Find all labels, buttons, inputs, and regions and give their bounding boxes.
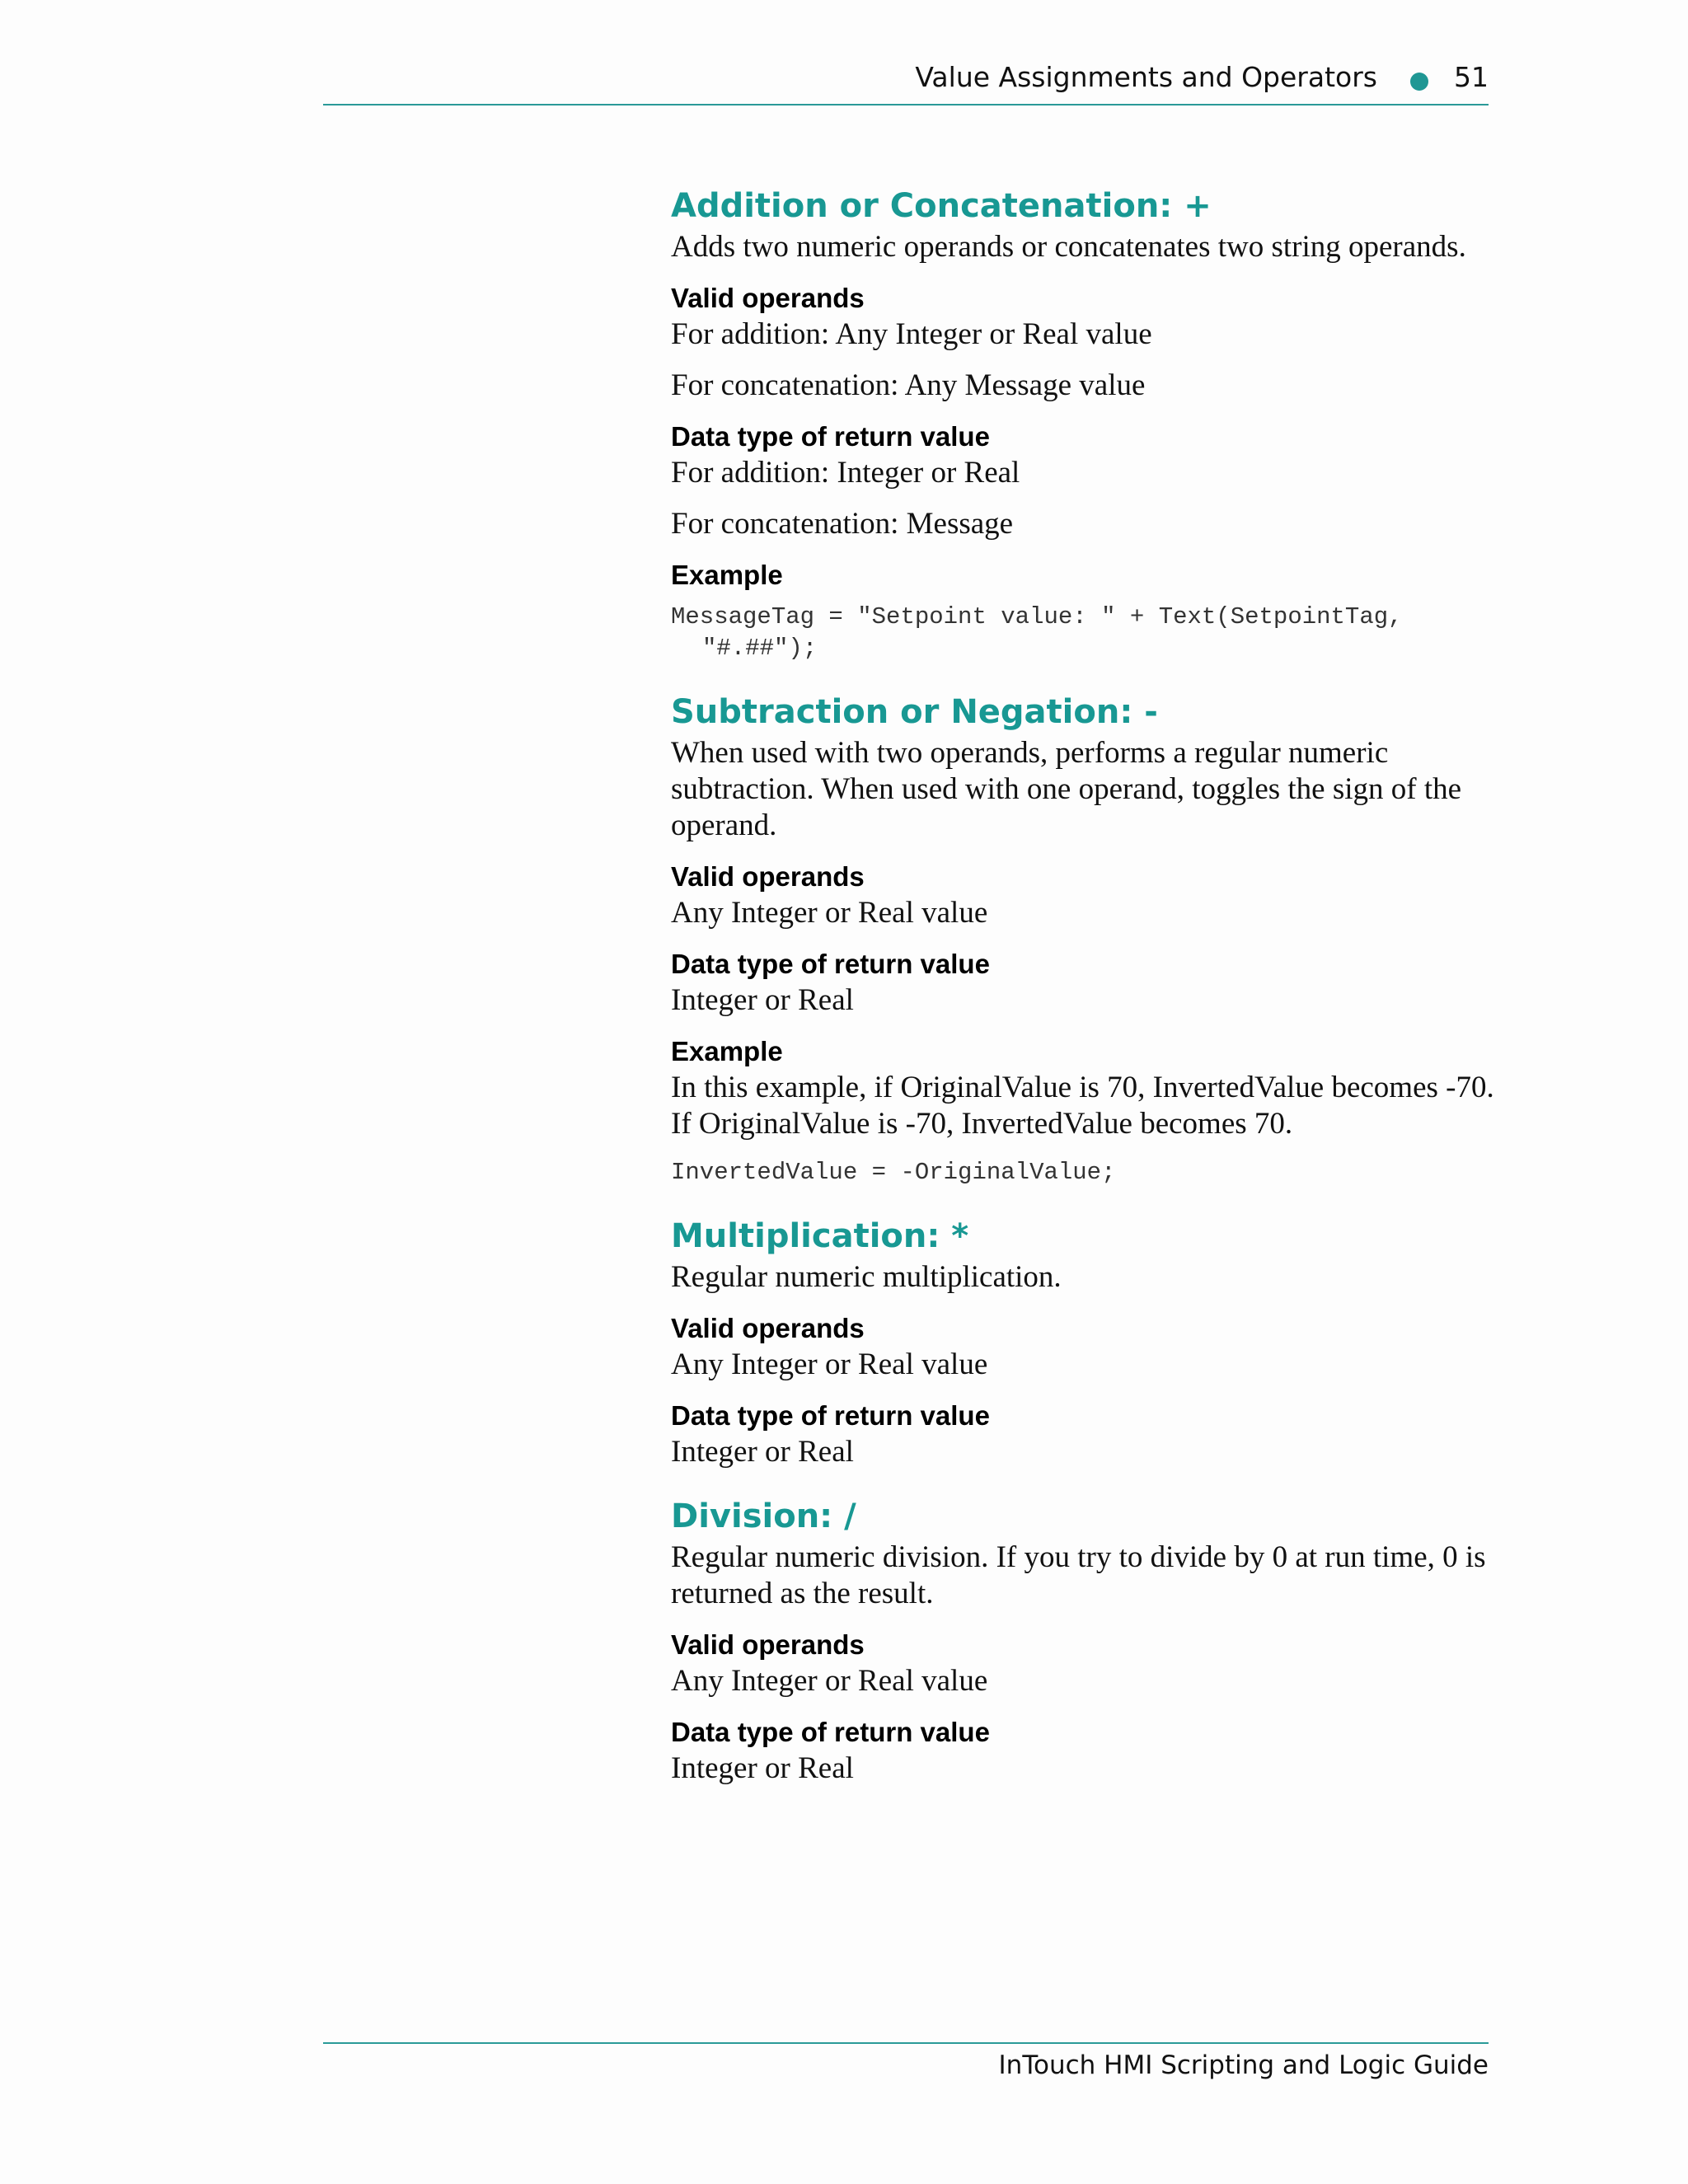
return-type-text: Integer or Real [671,1435,854,1469]
code-example [671,1157,1495,1188]
section-multiplication [671,1213,1495,1470]
section-addition [671,183,1495,664]
return-type-text: For addition: Integer or Real [671,456,1020,490]
valid-operands-text: For addition: Any Integer or Real value [671,317,1152,351]
return-type-text: Integer or Real [671,1751,854,1785]
valid-operands-text: Any Integer or Real value [671,1664,988,1698]
valid-operands-heading: Valid operands [671,283,865,313]
section-division [671,1493,1495,1787]
section-description: Adds two numeric operands or concatenates two string operands. [671,230,1466,264]
valid-operands-text: Any Integer or Real value [671,896,988,930]
footer-title: InTouch HMI Scripting and Logic Guide [998,2050,1489,2080]
code-line: InvertedValue = -OriginalValue; [671,1159,1116,1186]
return-type-text: Integer or Real [671,983,854,1017]
section-description: When used with two operands, performs a regular numeric subtraction. When used with one operand, toggles the sign of the operand. [671,736,1462,842]
section-subtraction [671,689,1495,1188]
main-content [671,183,1495,1811]
page-footer [323,2042,1489,2080]
section-description: Regular numeric multiplication. [671,1260,1062,1294]
valid-operands-heading: Valid operands [671,1629,865,1660]
section-title: Division: / [671,1497,856,1535]
example-heading: Example [671,1036,783,1066]
example-text: In this example, if OriginalValue is 70, InvertedValue becomes -70. If OriginalValue is -70, InvertedValue becomes 70. [671,1071,1494,1141]
page-header [323,58,1489,105]
header-title: Value Assignments and Operators [915,61,1377,93]
bullet-dot-icon [1410,73,1428,91]
return-type-heading: Data type of return value [671,949,990,979]
section-title: Addition or Concatenation: + [671,187,1212,225]
valid-operands-heading: Valid operands [671,861,865,892]
code-example [671,602,1495,664]
example-heading: Example [671,560,783,590]
section-description: Regular numeric division. If you try to divide by 0 at run time, 0 is returned as the result. [671,1540,1486,1610]
valid-operands-text: For concatenation: Any Message value [671,368,1146,402]
return-type-heading: Data type of return value [671,421,990,452]
code-line: MessageTag = "Setpoint value: " + Text(SetpointTag, [671,603,1403,630]
return-type-heading: Data type of return value [671,1717,990,1747]
valid-operands-heading: Valid operands [671,1313,865,1343]
section-title: Multiplication: * [671,1217,969,1255]
return-type-text: For concatenation: Message [671,507,1014,541]
section-title: Subtraction or Negation: - [671,693,1158,731]
valid-operands-text: Any Integer or Real value [671,1347,988,1381]
page-number: 51 [1454,61,1489,93]
return-type-heading: Data type of return value [671,1400,990,1431]
code-line: "#.##"); [702,635,818,662]
